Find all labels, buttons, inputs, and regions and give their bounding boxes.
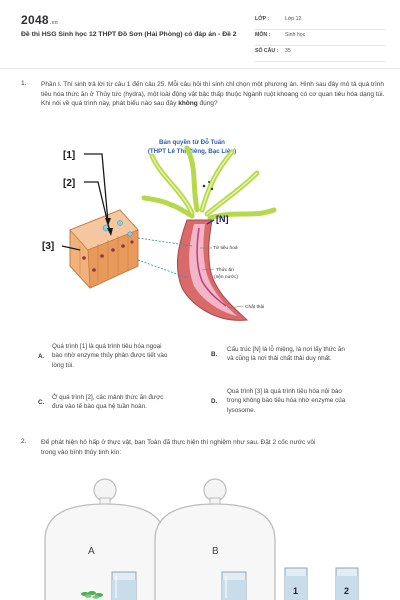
label-food-sub: (nện nước) bbox=[214, 275, 238, 280]
document-header bbox=[0, 0, 400, 69]
question-number: 1. bbox=[21, 80, 27, 87]
jar-label-b: B bbox=[212, 546, 219, 557]
option-letter: B. bbox=[211, 351, 218, 358]
figure-watermark: (THPT Lê Thị Riêng, Bạc Liêu) bbox=[147, 148, 237, 155]
option-letter: C. bbox=[38, 399, 45, 406]
label-2: [2] bbox=[63, 178, 76, 189]
option-c[interactable] bbox=[38, 393, 208, 415]
label-digestive-fluid: Tử tiêu hoá bbox=[213, 246, 238, 251]
option-b[interactable] bbox=[211, 345, 386, 367]
meta-value: Sinh học bbox=[285, 32, 306, 38]
bell-jar-b bbox=[155, 479, 275, 600]
option-text: Quá trình [1] là quá trình tiêu hóa ngoại bào nhờ enzyme thủy phân được tiết vào lòng túi. bbox=[52, 343, 168, 369]
bell-jar-a bbox=[45, 479, 165, 600]
cup-1 bbox=[285, 568, 307, 600]
jar-label-a: A bbox=[88, 546, 95, 557]
label-food: Thức ăn bbox=[216, 268, 234, 273]
question-number: 2. bbox=[21, 438, 27, 445]
label-1: [1] bbox=[63, 150, 76, 161]
meta-label: LỚP : bbox=[255, 16, 270, 22]
experiment-apparatus bbox=[40, 468, 390, 600]
meta-row-count bbox=[255, 46, 385, 62]
label-3: [3] bbox=[42, 241, 55, 252]
figure-watermark: Bản quyền từ Đỗ Tuấn bbox=[159, 139, 225, 146]
site-logo[interactable]: 2048.vn bbox=[21, 13, 59, 27]
question-text: Phần I. Thí sinh trả lời từ câu 1 đến câu 25. Mỗi câu hỏi thí sinh chỉ chọn một phương án. Hình sau đây mô tả quá trình tiêu hóa thức ăn ở Thủy tức (hydra), một loài động vật bậc thấp thuộc Ngành ruột khoang có cơ quan tiêu hóa dạng túi. Khi nói về quá trình này, phát biểu nào sau đây không đúng? bbox=[41, 81, 385, 108]
meta-value: Lớp 12 bbox=[285, 16, 302, 22]
option-d[interactable] bbox=[211, 387, 389, 417]
hydra-digestion-figure bbox=[42, 138, 292, 330]
tissue-cells bbox=[70, 210, 138, 288]
label-waste: Chất thải bbox=[245, 305, 265, 310]
cup-label-2: 2 bbox=[344, 586, 350, 596]
meta-label: SỐ CÂU : bbox=[255, 48, 279, 54]
cup-label-1: 1 bbox=[293, 586, 299, 596]
option-text: Cấu trúc [N] là lỗ miệng, là nơi lấy thức ăn và cũng là nơi thải chất thải duy nhất. bbox=[227, 346, 345, 363]
exam-title: Đề thi HSG Sinh học 12 THPT Đồ Sơn (Hải Phòng) có đáp án - Đề 2 bbox=[21, 31, 237, 38]
question-text: Để phát hiện hô hấp ở thực vật, bạn Toàn đã thực hiện thí nghiệm như sau. Đặt 2 cốc nước vôi trong vào bình thủy tinh kín: bbox=[41, 439, 316, 456]
meta-value: 35 bbox=[285, 48, 291, 54]
option-text: Quá trình [3] là quá trình tiêu hóa nội bào trong không bào tiêu hóa nhờ enzyme của lysosome. bbox=[227, 388, 346, 414]
option-letter: A. bbox=[38, 353, 45, 360]
meta-row-grade bbox=[255, 14, 385, 30]
label-n: [N] bbox=[216, 214, 229, 224]
option-text: Ở quá trình [2], các mảnh thức ăn được đưa vào tế bào qua hệ tuần hoàn. bbox=[52, 394, 164, 411]
meta-label: MÔN : bbox=[255, 32, 271, 38]
cup-2 bbox=[336, 568, 358, 600]
exam-meta bbox=[255, 14, 385, 62]
option-letter: D. bbox=[211, 398, 218, 405]
option-a[interactable] bbox=[38, 342, 208, 372]
meta-row-subject bbox=[255, 30, 385, 46]
hydra-body bbox=[177, 220, 247, 320]
